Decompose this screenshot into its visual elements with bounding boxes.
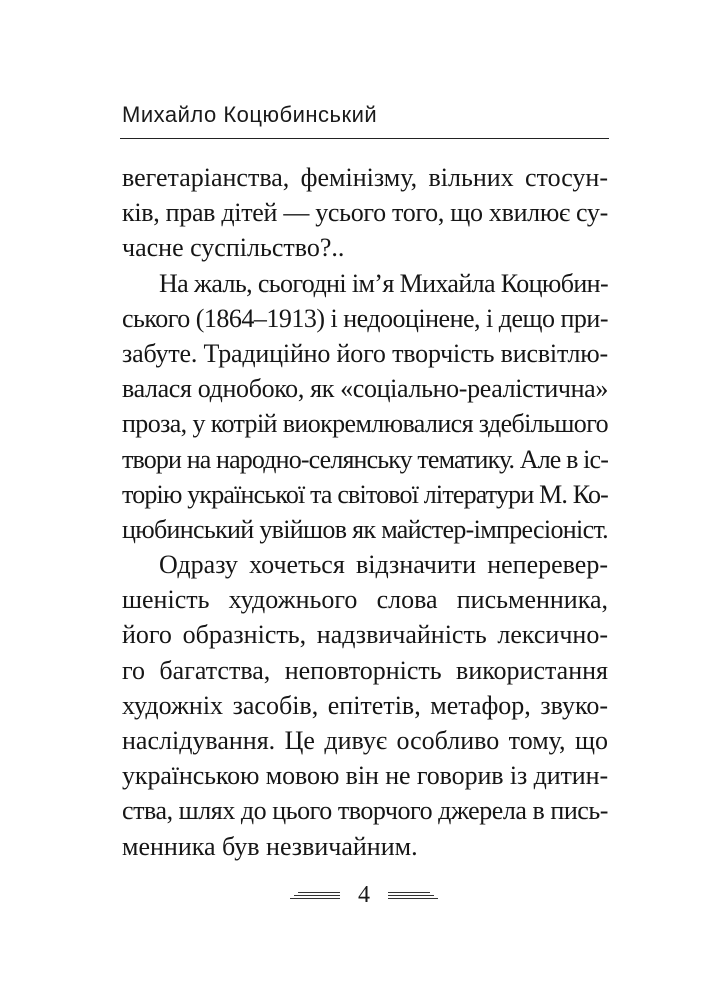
text-line: Одразу хочеться відзначити неперевер-: [159, 550, 608, 580]
page-footer: [0, 880, 728, 910]
text-line: часне суспільство?..: [122, 233, 345, 263]
text-line: На жаль, сьогодні ім’я Михайла Коцюбин-: [159, 268, 608, 298]
text-line: вегетаріанства, фемінізму, вільних стосун-: [122, 163, 608, 192]
text-line: наслідування. Це дивує особливо тому, що: [122, 726, 608, 755]
text-line: цюбинський увійшов як майстер-імпресіоніст.: [122, 514, 608, 544]
page-number: 4: [358, 881, 370, 908]
header-rule: [120, 138, 609, 139]
text-line: торію української та світової літератури М. Ко-: [122, 479, 608, 509]
text-line: твори на народно-селянську тематику. Але в іс-: [122, 444, 608, 474]
text-line: художніх засобів, епітетів, метафор, звуко-: [122, 690, 608, 720]
text-line: шеність художнього слова письменника,: [122, 585, 608, 615]
running-header-title: Михайло Коцюбинський: [122, 102, 378, 127]
text-line: проза, у котрій виокремлювалися здебільшого: [122, 409, 608, 439]
text-line: менника був незвичайним.: [122, 831, 418, 861]
text-line: українською мовою він не говорив із дитин-: [122, 761, 608, 791]
text-line: його образність, надзвичайність лексично-: [122, 620, 608, 650]
text-line: ського (1864–1913) і недооцінене, і дещо при-: [122, 303, 608, 333]
ornament-lines-icon: [290, 892, 340, 899]
text-line: ства, шлях до цього творчого джерела в пись-: [122, 796, 608, 826]
text-line: ків, прав дітей — усього того, що хвилює су-: [122, 198, 608, 228]
body-text: [122, 160, 608, 864]
text-line: го багатства, неповторність використання: [122, 655, 608, 685]
text-line: валася однобоко, як «соціально-реалістична»: [122, 374, 608, 404]
ornament-lines-icon: [388, 892, 438, 899]
text-line: забуте. Традиційно його творчість висвітлю-: [122, 338, 609, 368]
